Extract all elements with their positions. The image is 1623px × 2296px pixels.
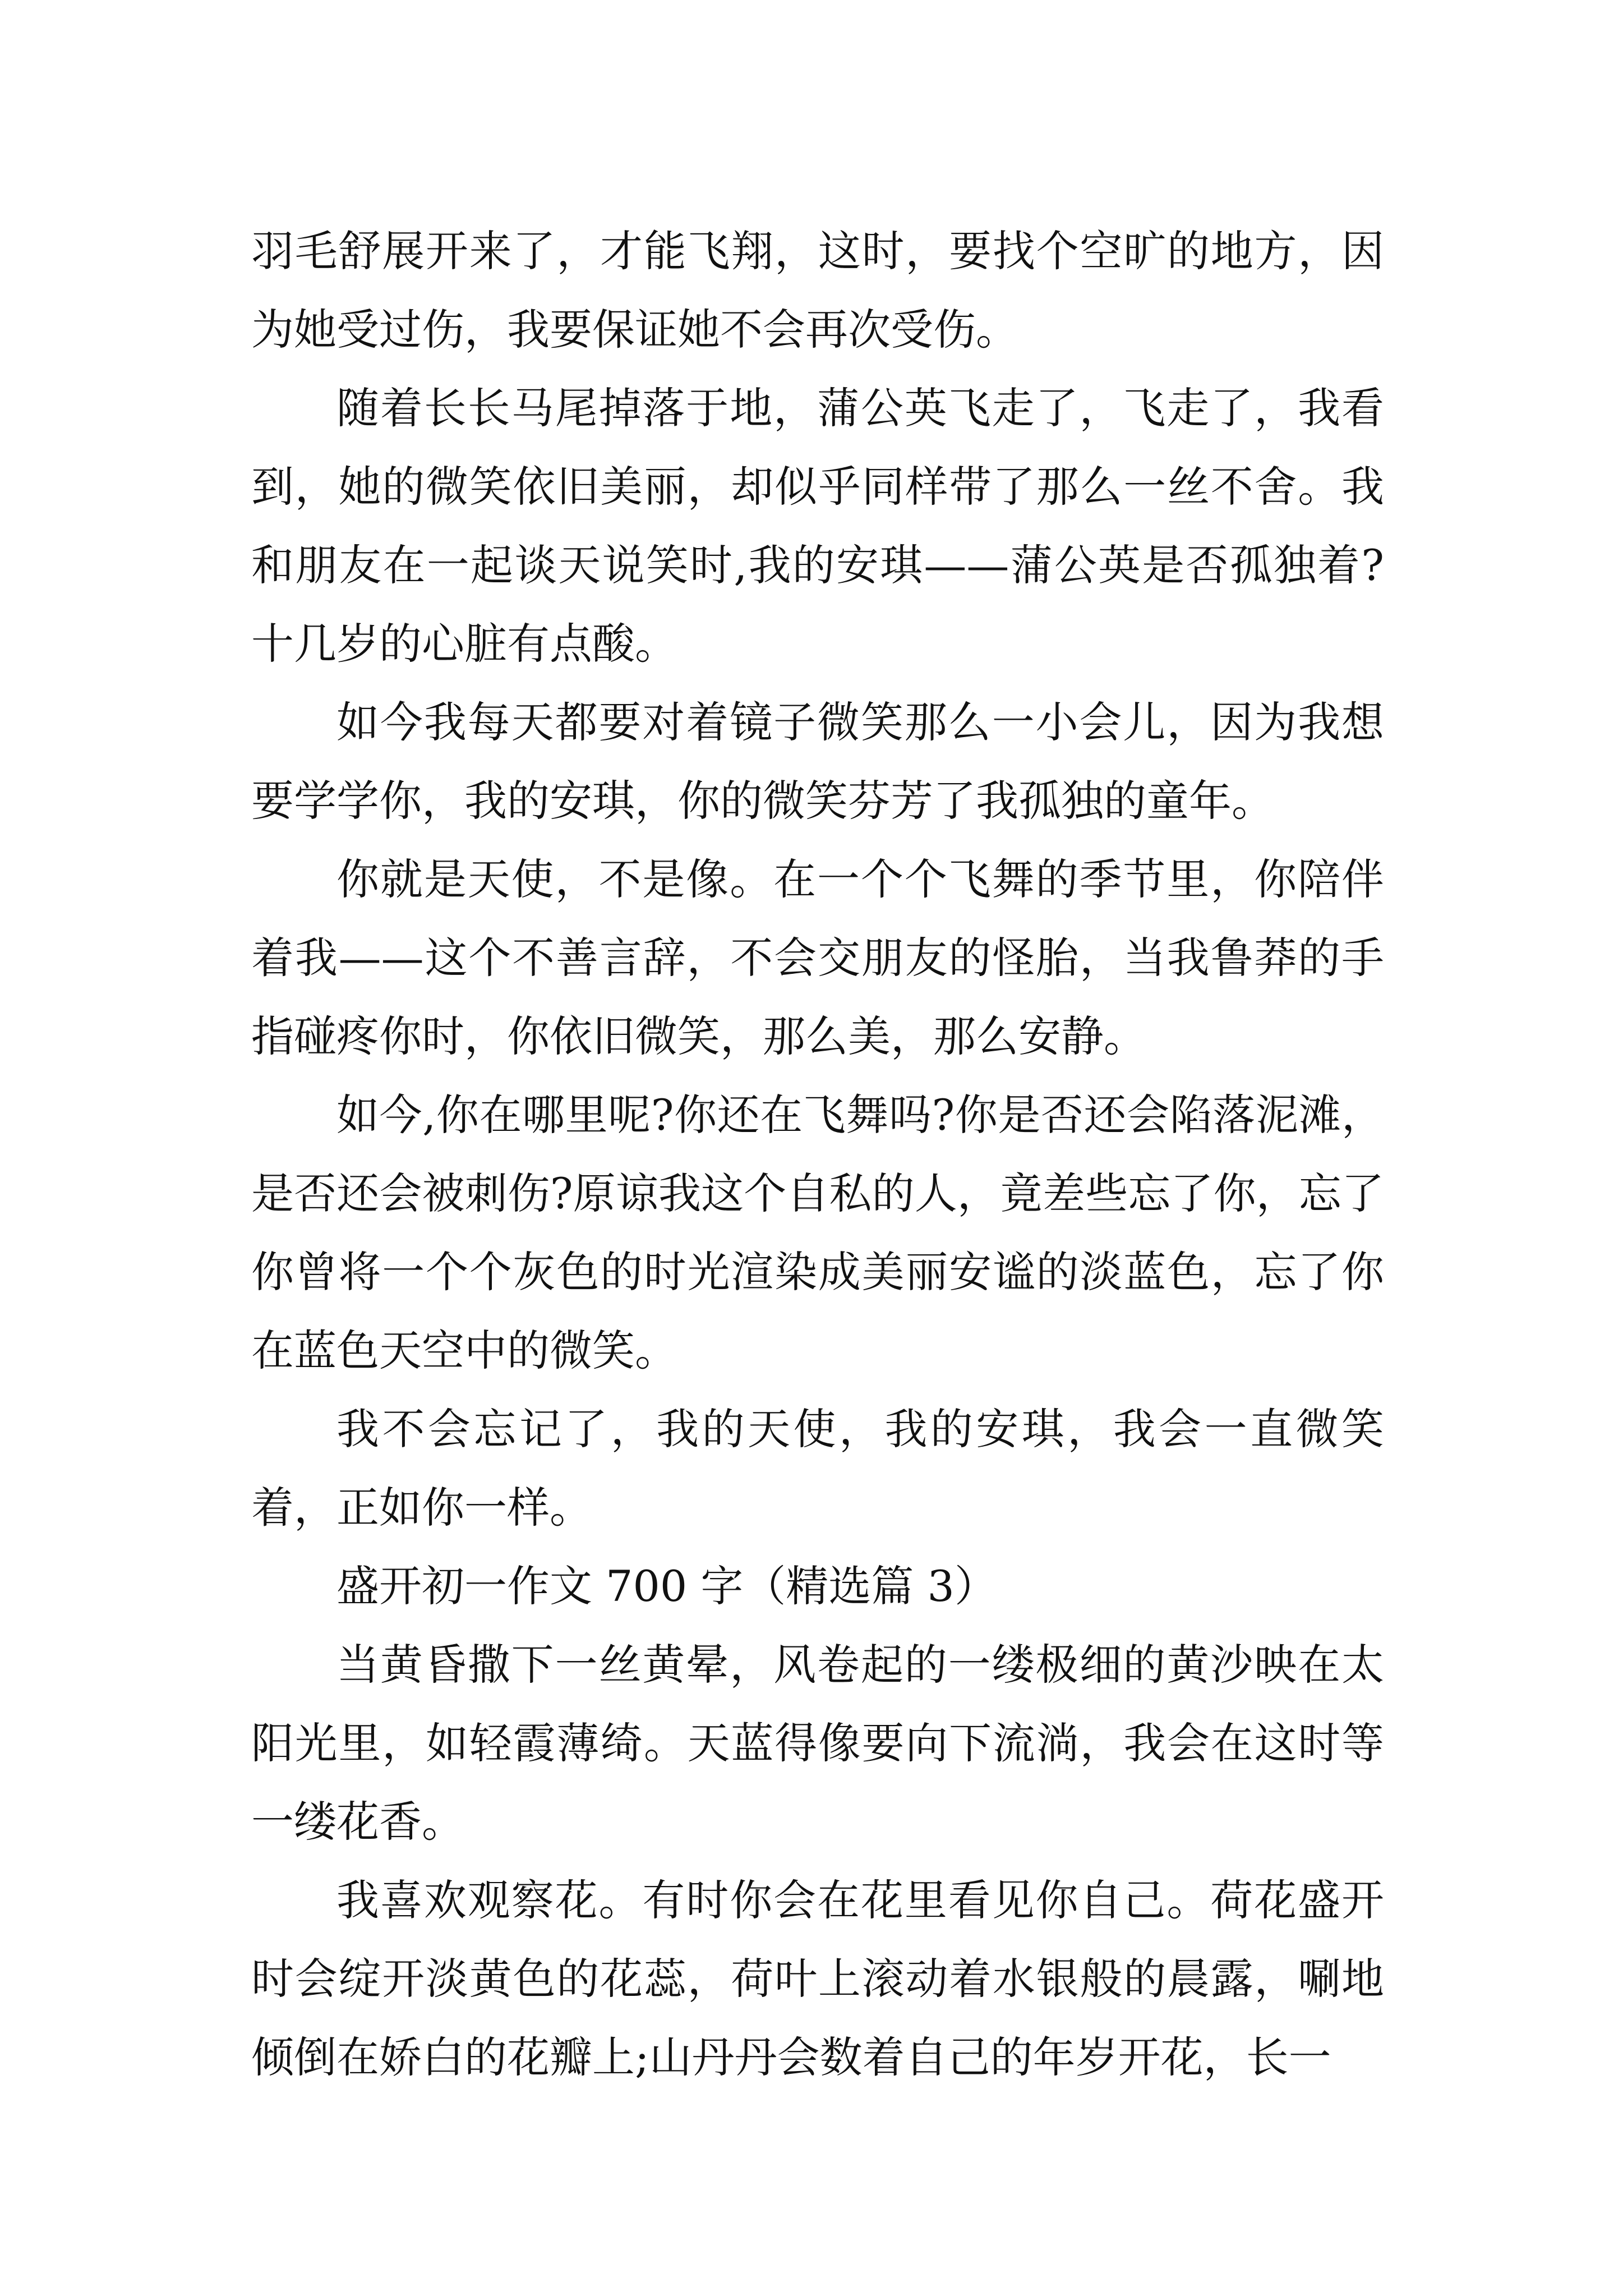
paragraph-continuation: 羽毛舒展开来了，才能飞翔，这时，要找个空旷的地方，因为她受过伤，我要保证她不会再次受伤。: [251, 226, 1384, 355]
paragraph: 当黄昏撒下一丝黄晕，风卷起的一缕极细的黄沙映在太阳光里，如轻霞薄绮。天蓝得像要向下流淌，我会在这时等一缕花香。: [251, 1640, 1384, 1847]
paragraph: 我不会忘记了，我的天使，我的安琪，我会一直微笑着，正如你一样。: [251, 1404, 1384, 1533]
paragraph: 随着长长马尾掉落于地，蒲公英飞走了，飞走了，我看到，她的微笑依旧美丽，却似乎同样带了那么一丝不舍。我和朋友在一起谈天说笑时,我的安琪——蒲公英是否孤独着?十几岁的心脏有点酸。: [251, 383, 1384, 669]
paragraph: 如今我每天都要对着镜子微笑那么一小会儿，因为我想要学学你，我的安琪，你的微笑芬芳了我孤独的童年。: [251, 697, 1384, 826]
document-body: [251, 212, 1384, 2097]
paragraph: 我喜欢观察花。有时你会在花里看见你自己。荷花盛开时会绽开淡黄色的花蕊，荷叶上滚动着水银般的晨露，唰地倾倒在娇白的花瓣上;山丹丹会数着自己的年岁开花，长一: [251, 1875, 1384, 2082]
section-heading: 盛开初一作文 700 字（精选篇 3）: [336, 1561, 997, 1611]
paragraph: 你就是天使，不是像。在一个个飞舞的季节里，你陪伴着我——这个不善言辞，不会交朋友的怪胎，当我鲁莽的手指碰疼你时，你依旧微笑，那么美，那么安静。: [251, 854, 1384, 1061]
paragraph: 如今,你在哪里呢?你还在飞舞吗?你是否还会陷落泥滩，是否还会被刺伤?原谅我这个自私的人，竟差些忘了你，忘了你曾将一个个灰色的时光渲染成美丽安谧的淡蓝色，忘了你在蓝色天空中的微笑。: [251, 1090, 1384, 1375]
